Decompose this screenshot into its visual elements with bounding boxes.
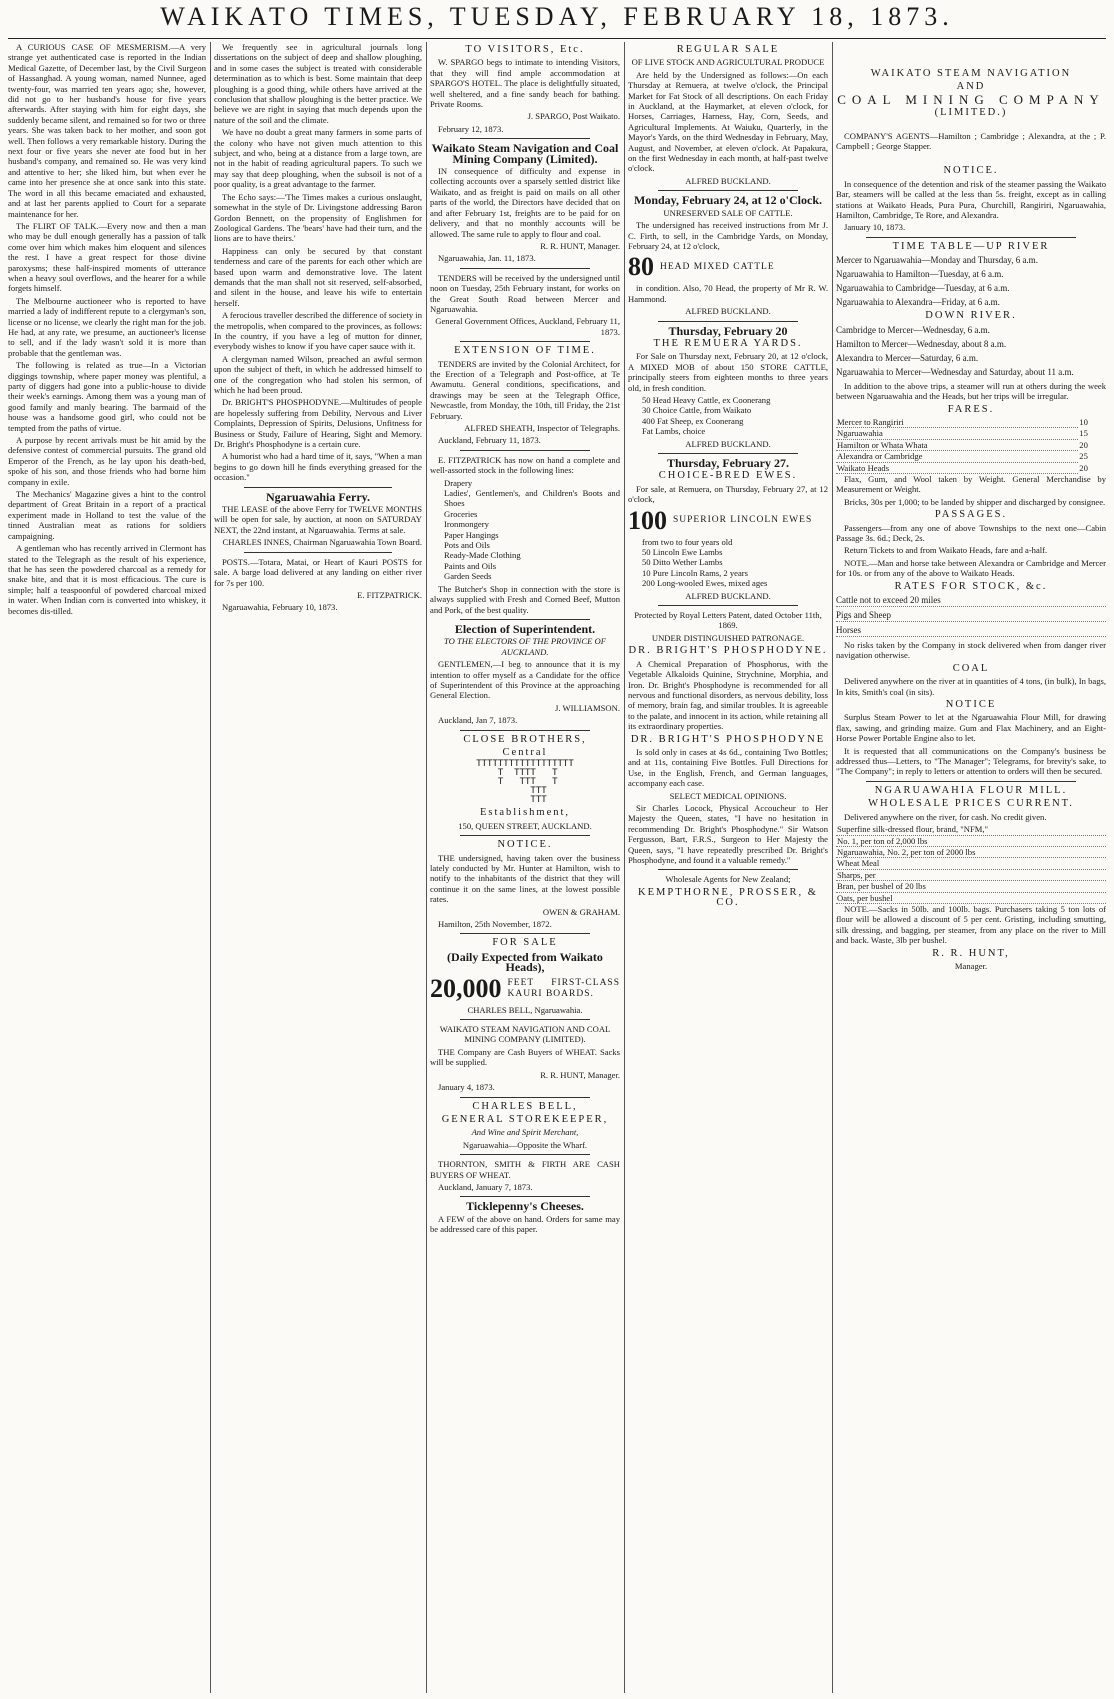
passages-heading: PASSAGES.	[934, 509, 1008, 521]
separator	[460, 1196, 590, 1197]
posts-signature: E. FITZPATRICK.	[357, 589, 422, 600]
visitors-signature: J. SPARGO, Post Waikato.	[527, 111, 620, 122]
separator	[244, 552, 392, 553]
list-item: Cambridge to Mercer—Wednesday, 6 a.m.	[836, 324, 990, 335]
close-brothers-central: Central	[502, 746, 548, 758]
wholesale-heading: Wholesale Agents for New Zealand;	[665, 874, 791, 885]
list-item: 400 Fat Sheep, ex Coonerang	[642, 415, 744, 426]
bright-heading: DR. BRIGHT'S PHOSPHODYNE.	[628, 645, 828, 657]
extension-date: Auckland, February 11, 1873.	[438, 435, 541, 446]
steam-signature: R. R. HUNT, Manager.	[540, 240, 620, 251]
mill-signature-title: Manager.	[954, 960, 988, 971]
ferry-body: THE LEASE of the above Ferry for TWELVE MONTHS will be open for sale, by auction, at noon on SATURDAY NEXT, the 22nd instant, at Ngaruawahia. Terms at sale.	[214, 504, 422, 535]
separator	[460, 341, 590, 342]
separator	[460, 138, 590, 139]
regular-sale-signature: ALFRED BUCKLAND.	[685, 175, 771, 186]
list-item: Garden Seeds	[444, 571, 492, 582]
list-item: Ironmongery	[444, 519, 489, 530]
thursday27-description: SUPERIOR LINCOLN EWES	[673, 515, 813, 526]
list-item: Ladies', Gentlemen's, and Children's Boots and Shoes	[444, 488, 620, 509]
sale-quantity: 20,000	[430, 973, 502, 1003]
thursday27-heading: Thursday, February 27.	[666, 456, 789, 470]
election-heading: Election of Superintendent.	[454, 621, 596, 636]
cheese-heading: Ticklepenny's Cheeses.	[466, 1199, 584, 1214]
table-row: Alexandra or Cambridge 25	[837, 451, 1088, 462]
steam-body: IN consequence of difficulty and expense in collecting accounts over a sparsely settled district like Waikato, and as freight is paid on mails on all other parts of the world, the Directors have decided that on and after February 1st, freights are to be paid for on delivery, and that no monthly accounts will be allowed. The same rule to apply to flour and coal.	[430, 166, 620, 239]
article-mesmerism: A CURIOUS CASE OF MESMERISM.—A very strange yet authenticated case is reported in the Indian Medical Gazette, of December last, by the Civil Surgeon of Hassanghad. A young woman, named Nunnee, aged twenty-four, was married ten years ago; she, however, did not go to her husband's house for five years afterwards. After staying with him for eight days, she suddenly became silent, and remained so for two or three years. She was taken back to her mother, and soon got well. Then follows a very remarkable history. During the next four or five years she never ate food but in her husband's company, and remained so. He was very kind and attentive to her; she liked him, but when ever he came into her presence she at once sank into this state. The word in all this became emaciated and exhausted, and at last her parents applied to Court for a separate maintenance for her.	[8, 42, 206, 219]
tsf-date: Auckland, January 7, 1873.	[438, 1181, 533, 1192]
bright-body: A Chemical Preparation of Phosphorus, with the Vegetable Alkaloids Quinine, Strychnine, Morphia, and Iron. Dr. Bright's Phosphodyne is recommended for all nervous and functional disorders, as nervous debility, loss of memory, brain fag, and similar troubles. It is agreeable to the palate, and innocent in its action, while retaining all its extraordinary properties.	[628, 658, 828, 732]
passages-body: Passengers—from any one of above Townships to the next one—Cabin Passage 3s. 6d.; Deck, 2s.	[836, 522, 1106, 543]
company-limited: (LIMITED.)	[934, 107, 1008, 119]
article-clergyman: A clergyman named Wilson, preached an awful sermon upon the subject of theft, in which he addressed himself to one of the congregation who had stolen his sermon, of which he had been proud.	[214, 353, 422, 395]
list-item: Paints and Oils	[444, 560, 497, 571]
down-river-heading: DOWN RIVER.	[925, 310, 1017, 322]
steam-date: Ngaruawahia, Jan. 11, 1873.	[438, 253, 536, 264]
sale-heading: FOR SALE	[492, 937, 558, 949]
table-row: Mercer to Rangiriri 10	[837, 416, 1088, 428]
mill-signature: R. R. HUNT,	[932, 947, 1010, 959]
steam-heading: Waikato Steam Navigation and Coal Mining Company (Limited).	[431, 141, 619, 166]
mill-note: Delivered anywhere on the river, for cash. No credit given.	[844, 811, 1047, 822]
monday-heading: Monday, February 24, at 12 o'Clock.	[634, 193, 822, 208]
coal-heading: COAL	[952, 662, 990, 674]
stock-rates-heading: RATES FOR STOCK, &c.	[894, 580, 1048, 592]
notice2-heading: NOTICE	[945, 699, 997, 711]
separator	[866, 781, 1076, 782]
close-brothers-heading: CLOSE BROTHERS,	[463, 733, 587, 745]
article-charcoal: A gentleman who has recently arrived in Clermont has stated to the Telegraph as the result of his experience, that he has seen the powdered charcoal as a remedy for snake bite, and that it is most efficacious. The cure is simple; half a teaspoonful of powdered charcoal mixed in water. When Indian corn is converted into whiskey, it becomes dis-tilled.	[8, 543, 206, 616]
election-body: GENTLEMEN,—I beg to announce that it is my intention to offer myself as a Candidate for the office of Superintendent of this Province at the approaching General Election.	[430, 659, 620, 701]
separator	[460, 1154, 590, 1155]
notice-heading: NOTICE.	[943, 165, 999, 177]
column-5	[836, 42, 1106, 1693]
notice-date: Hamilton, 25th November, 1872.	[438, 919, 552, 930]
close-brothers-address: 150, QUEEN STREET, AUCKLAND.	[458, 820, 592, 831]
separator	[460, 730, 590, 731]
separator	[460, 268, 590, 269]
passages-note: NOTE.—Man and horse take between Alexandra or Cambridge and Mercer for 10s. or from any of the above to Waikato Heads.	[836, 557, 1106, 579]
list-item: 200 Long-wooled Ewes, mixed ages	[642, 578, 768, 589]
sale-subheading: (Daily Expected from Waikato Heads),	[447, 949, 603, 975]
patent-subheading: UNDER DISTINGUISHED PATRONAGE.	[651, 632, 805, 643]
thursday27-list	[642, 537, 828, 589]
article-melbourne-auctioneer: The Melbourne auctioneer who is reported to have married a lady of indifferent repute to a clergyman's son, license or no license, we clearly the right man for the job. He had, at any rate, we presume, an auctioneer's license to sell, and if the lady wasn't sold it is more than probable that the gentleman was.	[8, 295, 206, 358]
risk-note: No risks taken by the Company in stock delivered when from danger river navigation otherwise.	[836, 640, 1106, 661]
table-row: Superfine silk-dressed flour, brand, "NFM,"	[836, 824, 1106, 835]
monday-quantity: 80	[628, 252, 654, 282]
extension-signature: ALFRED SHEATH, Inspector of Telegraphs.	[464, 423, 620, 433]
article-diggings: The following is related as true—In a Victorian diggings township, where paper money was plentiful, a party of diggers had gone into a public-house to divide their week's earnings. Among them was a young man of good family and manly bearing. The barmaid of the house was a handsome good girl, who could not be tempted from the paths of virtue.	[8, 360, 206, 433]
separator	[866, 237, 1076, 238]
masthead-rule	[8, 38, 1106, 39]
monday-description: HEAD MIXED CATTLE	[660, 262, 775, 273]
list-item: Ngaruawahia to Alexandra—Friday, at 6 a.m.	[836, 297, 1000, 308]
bright-opinions-heading: SELECT MEDICAL OPINIONS.	[669, 790, 787, 801]
wholesale-agents: KEMPTHORNE, PROSSER, & CO.	[638, 886, 818, 909]
regular-sale-heading: REGULAR SALE	[676, 44, 780, 55]
article-ploughing: We frequently see in agricultural journals long dissertations on the subject of deep and shallow ploughing, and in some cases the subject is treated with considerable determination as to which is best. Some maintain that deep ploughing is a good thing, while others have arrived at the conclusion that shallow ploughing is the better practice. We believe we are right in saying that much depends upon the nature of the soil and the climate.	[214, 42, 422, 125]
table-row: Hamilton or Whata Whata 20	[837, 439, 1088, 450]
thursday27-quantity: 100	[628, 505, 667, 535]
wsn-body: THE Company are Cash Buyers of WHEAT. Sacks will be supplied.	[430, 1046, 620, 1068]
monday-signature: ALFRED BUCKLAND.	[685, 306, 771, 317]
table-row: Waikato Heads 20	[837, 462, 1088, 473]
notice3-body: It is requested that all communications on the Company's business be addressed thus—Letters, to "The Manager"; Telegrams, for brevity's sake, to "The Company"; in reply to letters or attention to orders will then be secured.	[836, 745, 1106, 777]
thursday-signature: ALFRED BUCKLAND.	[685, 438, 771, 449]
list-item: Cattle not to exceed 20 miles	[836, 595, 1106, 607]
list-item: Groceries	[444, 508, 478, 519]
bell-subheading-2: And Wine and Spirit Merchant,	[471, 1127, 579, 1138]
separator	[658, 605, 798, 606]
fares-note: Flax, Gum, and Wool taken by Weight. General Merchandise by Measurement or Weight.	[836, 473, 1106, 495]
visitors-body: W. SPARGO begs to intimate to intending Visitors, that they will find ample accommodation at SPARGO'S HOTEL. The place is delightfully situated, well sheltered, and a fine sandy beach for bathing. Private Rooms.	[430, 57, 620, 110]
notice-heading: NOTICE.	[497, 839, 553, 851]
return-tickets: Return Tickets to and from Waikato Heads, fare and a-half.	[844, 545, 1048, 556]
sale-row	[430, 973, 620, 1003]
table-row: Sharps, per	[836, 869, 1106, 880]
fitzpatrick-list	[444, 478, 620, 582]
list-item: 30 Choice Cattle, from Waikato	[642, 405, 752, 416]
election-subheading: TO THE ELECTORS OF THE PROVINCE OF AUCKLAND.	[443, 636, 607, 657]
monday-subheading: UNRESERVED SALE OF CATTLE.	[663, 207, 793, 218]
company-and: AND	[956, 81, 986, 93]
company-title-2: COAL MINING COMPANY	[837, 91, 1105, 107]
bricks-note: Bricks, 30s per 1,000; to be landed by shipper and discharged by consignee.	[844, 496, 1106, 507]
column-divider	[832, 42, 833, 1693]
column-2	[214, 42, 422, 1693]
bell-heading: CHARLES BELL,	[472, 1100, 578, 1112]
list-item: Ngaruawahia to Hamilton—Tuesday, at 6 a.m.	[836, 269, 1004, 280]
list-item: Pots and Oils	[444, 540, 490, 551]
article-phosphodyne: Dr. BRIGHT'S PHOSPHODYNE.—Multitudes of people are hopelessly suffering from Debility, Nervous and Liver Complaints, Depression of Spirits, Delusions, Unfitness for Business or Study, Failure of Hearing, Sight and Memory. Dr. Bright's Phosphodyne is a certain cure.	[214, 397, 422, 450]
thursday27-row	[628, 505, 828, 535]
close-brothers-establishment: Establishment,	[479, 807, 571, 819]
thursday27-signature: ALFRED BUCKLAND.	[685, 590, 771, 601]
article-emperor: A purpose by recent arrivals must be hit amid by the defensive contest of commercial pursuits. The grand old Emperor of the French, as he lay upon his death-bed, spoke of his son, and those friends who had borne him company in exile.	[8, 435, 206, 487]
up-river-heading: TIME TABLE—UP RIVER	[892, 240, 1050, 252]
cheese-body: A FEW of the above on hand. Orders for same may be addressed care of this paper.	[430, 1213, 620, 1235]
notice-signature: OWEN & GRAHAM.	[542, 906, 620, 917]
mill-footnote: NOTE.—Sacks in 50lb. and 100lb. bags. Purchasers taking 5 ton lots of flour will be allowed a discount of 5 per cent. Gristing, including smutting, silk dressing, and bagging, per steamer, from any place on the river to Mill and back. Waste, 3lb per bushel.	[836, 903, 1106, 946]
article-echo: The Echo says:—'The Times makes a curious onslaught, somewhat in the style of Dr. Livingstone addressing Baron Gordon Bennett, on the propensity of Englishmen for Zoological Gardens. The 'bears' have had their turn, and the lions are to have theirs.'	[214, 191, 422, 244]
mill-heading: NGARUAWAHIA FLOUR MILL.	[874, 784, 1068, 796]
list-item: Ngaruawahia to Mercer—Wednesday and Saturday, about 11 a.m.	[836, 366, 1074, 377]
ferry-signature: CHARLES INNES, Chairman Ngaruawahia Town Board.	[222, 537, 422, 548]
list-item: from two to four years old	[642, 536, 733, 547]
separator	[460, 450, 590, 451]
list-item: 50 Head Heavy Cattle, ex Coonerang	[642, 394, 771, 405]
regular-sale-subheading: OF LIVE STOCK AND AGRICULTURAL PRODUCE	[631, 57, 825, 68]
tenders-signature: General Government Offices, Auckland, February 11, 1873.	[435, 316, 620, 337]
list-item: Hamilton to Mercer—Wednesday, about 8 a.m.	[836, 338, 1007, 349]
separator	[658, 869, 798, 870]
wsn-heading: WAIKATO STEAM NAVIGATION AND COAL MINING COMPANY (LIMITED).	[439, 1024, 611, 1045]
column-divider	[624, 42, 625, 1693]
table-row: Oats, per bushel	[836, 892, 1106, 903]
up-river-list	[836, 255, 1106, 308]
column-1	[8, 42, 206, 1693]
masthead	[0, 0, 1114, 40]
bell-address: Ngaruawahia—Opposite the Wharf.	[462, 1139, 588, 1150]
tenders-body: TENDERS will be received by the undersigned until noon on Tuesday, 25th February instant, for works on the Great South Road between Mercer and Ngaruawahia.	[430, 272, 620, 314]
list-item: Drapery	[444, 477, 473, 488]
article-mechanics-magazine: The Mechanics' Magazine gives a hint to the control department of Great Britain in a report of a practical experiment made in Holland to test the value of the tinned Australian meat as rations for soldiers campaigning.	[8, 489, 206, 541]
fitzpatrick-body: E. FITZPATRICK has now on hand a complete and well-assorted stock in the following lines:	[430, 454, 620, 476]
list-item: Horses	[836, 625, 1106, 637]
regular-sale-body: Are held by the Undersigned as follows:—On each Thursday at Remuera, at twelve o'clock, the Principal Market for Fat Stock of all descriptions. On each Friday in Auckland, at the Haymarket, at eleven o'clock, for Horses, Carriages, Harness, Hay, Corn, Seeds, and Agricultural Implements. At Waiuku, Quarterly, in the Mayor's Yards, on the third Wednesday in February, May, August, and November, at eleven o'clock. At Papakura, on the first Wednesday in each month, at half-past twelve o'clock.	[628, 69, 828, 174]
stock-rates-list	[836, 595, 1106, 637]
monday-body: The undersigned has received instructions from Mr J. C. Firth, to sell, in the Cambridge Yards, on Monday, February 24, at 12 o'clock,	[628, 220, 828, 251]
list-item: Fat Lambs, choice	[642, 426, 706, 437]
patent-heading: Protected by Royal Letters Patent, dated October 11th, 1869.	[634, 610, 822, 631]
list-item: 50 Lincoln Ewe Lambs	[642, 547, 723, 558]
table-row: Bran, per bushel of 20 lbs	[836, 881, 1106, 892]
separator	[460, 835, 590, 836]
separator	[658, 453, 798, 454]
thursday-list	[642, 395, 828, 437]
notice-body: In consequence of the detention and risk of the steamer passing the Waikato Bar, steamers will be called at the less than 5s. freight, except as in calling stations at Waikato Heads, Pura Pura, Churchill, Rangiriri, Ngaruawahia, Hamilton, Cambridge, Te Rore, and Alexandra.	[836, 178, 1106, 221]
column-4	[628, 42, 828, 1693]
extension-heading: EXTENSION OF TIME.	[454, 345, 596, 357]
mill-prices-table	[836, 824, 1106, 904]
wsn-date: January 4, 1873.	[438, 1082, 495, 1093]
thursday27-subheading: CHOICE-BRED EWES.	[658, 470, 798, 482]
table-row: Wheat Meal	[836, 858, 1106, 869]
tsf-body: THORNTON, SMITH & FIRTH ARE CASH BUYERS OF WHEAT.	[430, 1159, 620, 1180]
list-item: Pigs and Sheep	[836, 610, 1106, 622]
election-signature: J. WILLIAMSON.	[554, 702, 620, 713]
thursday-subheading: THE REMUERA YARDS.	[653, 337, 803, 349]
article-flirt-of-talk: The FLIRT OF TALK.—Every now and then a man who may be dull enough generally has a passion of talk come over him which makes him eloquent and silences the rest. I have a great respect for those divine paroxysms; these half-inspired moments of utterance when a heavy soul overflows, and the hearer for a while forgets himself.	[8, 220, 206, 294]
column-divider	[426, 42, 427, 1693]
coal-body: Delivered anywhere on the river at in quantities of 4 tons, (in bulk), In bags, In kits, Smith's coal (in sits).	[836, 676, 1106, 697]
separator	[460, 619, 590, 620]
separator	[658, 321, 798, 322]
column-divider	[210, 42, 211, 1693]
table-row: No. 1, per ton of 2,000 lbs	[836, 835, 1106, 846]
notice-date: January 10, 1873.	[844, 222, 906, 233]
article-traveller: A ferocious traveller described the difference of society in the metropolis, when compared to the provinces, as follows: In the country, if you have a leg of mutton for dinner, everybody wishes to know if you have caper sauce with it.	[214, 310, 422, 352]
article-happiness: Happiness can only be secured by that constant tenderness and care of the parents for each other which are based upon warm and demonstrative love. The latent demands that the man shall not sit reserved, self-absorbed, and silent in the house, and leave his wife to entertain herself.	[214, 245, 422, 308]
monday-row	[628, 254, 828, 280]
visitors-heading: TO VISITORS, Etc.	[465, 44, 585, 55]
article-deep-ploughing: We have no doubt a great many farmers in some parts of the colony who have not given much attention to this subject, and who, being at a distance from a large town, are not in the habit of reading agricultural papers. To such we may say that deep ploughing, when the subsoil is not of a poor quality, is a great advantage to the farmer.	[214, 127, 422, 190]
list-item: Mercer to Ngaruawahia—Monday and Thursday, 6 a.m.	[836, 255, 1038, 266]
close-brothers-ornament: TTTTTTTTTTTTTTTTTT T TTTT T T TTT T TTT TTT	[476, 759, 574, 806]
mill-subheading: WHOLESALE PRICES CURRENT.	[868, 798, 1074, 810]
list-item: Alexandra to Mercer—Saturday, 6 a.m.	[836, 352, 979, 363]
ferry-heading: Ngaruawahia Ferry.	[266, 489, 370, 504]
visitors-date: February 12, 1873.	[438, 123, 504, 134]
article-humorist: A humorist who had a hard time of it, says, "When a man begins to go down hill he finds everything greased for the occasion."	[214, 451, 422, 483]
separator	[460, 1097, 590, 1098]
list-item: Ngaruawahia to Cambridge—Tuesday, at 6 a.m.	[836, 283, 1010, 294]
posts-date: Ngaruawahia, February 10, 1873.	[222, 602, 338, 613]
company-title: WAIKATO STEAM NAVIGATION	[870, 68, 1072, 79]
notice-body: THE undersigned, having taken over the business lately conducted by Mr. Hunter at Hamilton, wish to notify to the inhabitants of the district that they will continue it on the same lines, at the lowest possible rates.	[430, 852, 620, 905]
sale-description: FEET FIRST-CLASS KAURI BOARDS.	[507, 978, 620, 999]
notice2-body: Surplus Steam Power to let at the Ngaruawahia Flour Mill, for drawing flax, sawing, and grinding maize. Gum and Flax Machinery, and an Eight-Horse Power Portable Engine also to let.	[836, 712, 1106, 744]
fares-heading: FARES.	[947, 403, 995, 415]
separator	[244, 487, 392, 488]
newspaper-title: WAIKATO TIMES, TUESDAY, FEBRUARY 18, 1873.	[160, 2, 954, 31]
bell-subheading: GENERAL STOREKEEPER,	[441, 1113, 609, 1125]
table-row: Ngaruawahia, No. 2, per ton of 2000 lbs	[836, 846, 1106, 857]
table-row: Ngaruawahia 15	[837, 428, 1088, 439]
bright-sale: Is sold only in cases at 4s 6d., containing Two Bottles; and at 11s, containing Five Bottles. Full Directions for Use, in the English, French, and German languages, accompany each case.	[628, 746, 828, 789]
separator	[658, 190, 798, 191]
down-river-list	[836, 325, 1106, 378]
election-date: Auckland, Jan 7, 1873.	[438, 715, 518, 726]
bright-opinions-body: Sir Charles Locock, Physical Accoucheur to Her Majesty the Queen, states, "I have no hesitation in recommending Dr. Bright's Phosphodyne." Sir Watson Fergusson, Bart, F.R.S., Surgeon to Her Majesty the Queen, says, "I have repeatedly prescribed Dr. Bright's Phosphodyne, and found it a valuable remedy."	[628, 802, 828, 865]
thursday-heading: Thursday, February 20	[668, 323, 788, 338]
butcher-body: The Butcher's Shop in connection with the store is always supplied with Fresh and Corned Beef, Mutton and Pork, of the best quality.	[430, 583, 620, 615]
wsn-signature: R. R. HUNT, Manager.	[540, 1069, 620, 1080]
company-agents: COMPANY'S AGENTS—Hamilton ; Cambridge ; Alexandra, at the ; P. Campbell ; George Stapper.	[836, 130, 1106, 152]
separator	[460, 1019, 590, 1020]
list-item: 10 Pure Lincoln Rams, 2 years	[642, 567, 748, 578]
steamer-note: In addition to the above trips, a steamer will run at others during the week between Ngaruawahia and the Heads, but her trips will be irregular.	[836, 380, 1106, 402]
separator	[460, 933, 590, 934]
list-item: Paper Hangings	[444, 529, 499, 540]
column-3	[430, 42, 620, 1693]
thursday-body: For Sale on Thursday next, February 20, at 12 o'clock, A MIXED MOB of about 150 STORE CATTLE, principally steers from eighteen months to three years old, in fresh condition.	[628, 351, 828, 393]
list-item: 50 Ditto Wether Lambs	[642, 557, 723, 568]
monday-note: in condition. Also, 70 Head, the property of Mr R. W. Hammond.	[628, 283, 828, 304]
fares-table	[836, 417, 1106, 474]
thursday27-body: For sale, at Remuera, on Thursday, February 27, at 12 o'clock,	[628, 483, 828, 505]
extension-body: TENDERS are invited by the Colonial Architect, for the Erection of a Telegraph and Post-office, at Te Awamutu. General conditions, specifications, and drawings may be seen at the Telegraph Office, Newcastle, from Monday, the 10th, till Friday, the 21st February.	[430, 358, 620, 421]
posts-body: POSTS.—Totara, Matai, or Heart of Kauri POSTS for sale. A barge load delivered at any landing on either river for 7s per 100.	[214, 556, 422, 588]
bright-subheading: DR. BRIGHT'S PHOSPHODYNE	[630, 733, 826, 745]
list-item: Ready-Made Clothing	[444, 550, 521, 561]
sale-signature: CHARLES BELL, Ngaruawahia.	[467, 1004, 583, 1015]
